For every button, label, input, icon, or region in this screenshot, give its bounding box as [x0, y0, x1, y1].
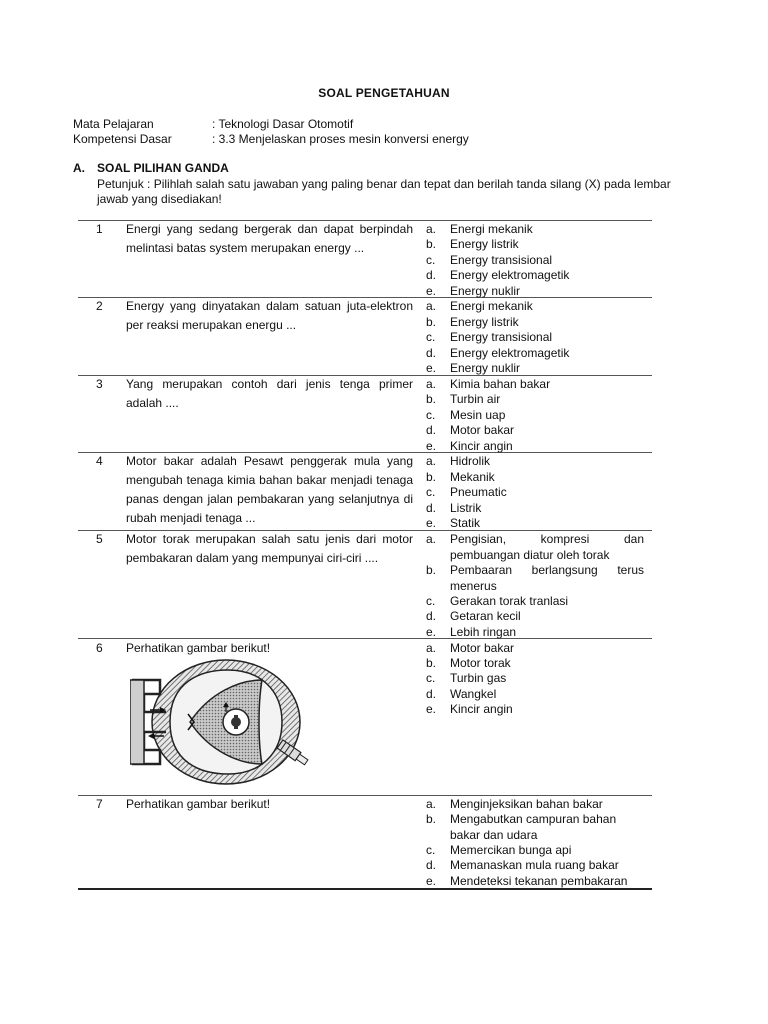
- page-title: SOAL PENGETAHUAN: [318, 86, 450, 100]
- option-letter: c.: [426, 408, 436, 422]
- question-number: 6: [96, 641, 103, 655]
- option-letter: c.: [426, 253, 436, 267]
- option-text: Kimia bahan bakar: [450, 377, 551, 391]
- question-number: 4: [96, 454, 103, 468]
- option-letter: b.: [426, 563, 437, 577]
- option-text: Energy elektromagetik: [450, 346, 570, 360]
- option-letter: e.: [426, 874, 437, 888]
- option-text: Energy nuklir: [450, 284, 521, 298]
- option-text: Energi mekanik: [450, 299, 533, 313]
- instruction-line-2: jawab yang disediakan!: [97, 192, 222, 206]
- option-letter: c.: [426, 594, 436, 608]
- question-text: Motor torak merupakan salah satu jenis dari motor pembakaran dalam yang mempunyai ciri-ciri ....: [126, 532, 413, 565]
- option-text: Mekanik: [450, 470, 495, 484]
- option-text-justified: Pembaaran berlangsung terus menerus: [450, 563, 644, 593]
- section-title: SOAL PILIHAN GANDA: [97, 161, 229, 175]
- option-letter: d.: [426, 423, 437, 437]
- option-letter: a.: [426, 532, 437, 546]
- subject-value: : Teknologi Dasar Otomotif: [212, 117, 354, 131]
- question-number: 2: [96, 299, 103, 313]
- option-letter: b.: [426, 392, 437, 406]
- question-text: Motor bakar adalah Pesawt penggerak mula yang mengubah tenaga kimia bahan bakar menjadi tenaga panas dengan jalan pembakaran yang selanjutnya di rubah menjadi tenaga ...: [126, 454, 413, 525]
- option-letter: a.: [426, 222, 437, 236]
- option-letter: a.: [426, 299, 437, 313]
- option-text: Hidrolik: [450, 454, 491, 468]
- option-text: [450, 563, 644, 594]
- option-text: Energi mekanik: [450, 222, 533, 236]
- option-text: Mengabutkan campuran bahan bakar dan udara: [450, 812, 617, 842]
- question-text: Energy yang dinyatakan dalam satuan juta-elektron per reaksi merupakan energu ...: [126, 299, 413, 332]
- option-letter: d.: [426, 268, 437, 282]
- option-letter: b.: [426, 315, 437, 329]
- option-text: Menginjeksikan bahan bakar: [450, 797, 603, 811]
- option-letter: e.: [426, 516, 437, 530]
- option-text: Energy listrik: [450, 315, 519, 329]
- instruction-line-1: Petunjuk : Pilihlah salah satu jawaban yang paling benar dan tepat dan berilah tanda silang (X) pada lembar: [97, 177, 671, 191]
- option-text: Statik: [450, 516, 481, 530]
- option-letter: d.: [426, 687, 437, 701]
- competency-value: : 3.3 Menjelaskan proses mesin konversi energy: [212, 132, 469, 146]
- option-text: Listrik: [450, 501, 482, 515]
- option-letter: e.: [426, 625, 437, 639]
- option-text: Energy nuklir: [450, 361, 521, 375]
- option-text: Gerakan torak tranlasi: [450, 594, 569, 608]
- option-letter: e.: [426, 361, 437, 375]
- question-text: Energi yang sedang bergerak dan dapat berpindah melintasi batas system merupakan energy ...: [126, 222, 413, 255]
- option-text: Energy elektromagetik: [450, 268, 570, 282]
- option-letter: e.: [426, 702, 437, 716]
- question-number: 5: [96, 532, 103, 546]
- option-text: Energy listrik: [450, 237, 519, 251]
- option-text: Kincir angin: [450, 702, 513, 716]
- option-letter: b.: [426, 237, 437, 251]
- question-number: 1: [96, 222, 103, 236]
- section-letter: A.: [73, 161, 85, 175]
- option-letter: b.: [426, 812, 437, 826]
- option-letter: d.: [426, 346, 437, 360]
- option-text: Turbin air: [450, 392, 501, 406]
- option-text: Mesin uap: [450, 408, 506, 422]
- option-letter: a.: [426, 797, 437, 811]
- option-letter: a.: [426, 641, 437, 655]
- question-number: 3: [96, 377, 103, 391]
- option-letter: c.: [426, 843, 436, 857]
- option-text: Wangkel: [450, 687, 497, 701]
- rotary-engine-diagram: [130, 652, 310, 792]
- option-letter: b.: [426, 470, 437, 484]
- option-text: Pneumatic: [450, 485, 507, 499]
- option-letter: e.: [426, 439, 437, 453]
- option-letter: b.: [426, 656, 437, 670]
- option-text: Energy transisional: [450, 330, 553, 344]
- option-letter: c.: [426, 671, 436, 685]
- option-letter: a.: [426, 454, 437, 468]
- option-text-justified: Pengisian, kompresi dan pembuangan diatur oleh torak: [450, 532, 644, 562]
- competency-label: Kompetensi Dasar: [73, 132, 172, 146]
- option-text: Kincir angin: [450, 439, 513, 453]
- option-text: Getaran kecil: [450, 609, 521, 623]
- option-letter: d.: [426, 501, 437, 515]
- question-number: 7: [96, 797, 103, 811]
- option-letter: c.: [426, 330, 436, 344]
- question-text: Perhatikan gambar berikut!: [126, 797, 271, 811]
- option-letter: a.: [426, 377, 437, 391]
- option-text: Memanaskan mula ruang bakar: [450, 858, 619, 872]
- subject-label: Mata Pelajaran: [73, 117, 154, 131]
- option-text: Motor torak: [450, 656, 511, 670]
- option-text: Memercikan bunga api: [450, 843, 572, 857]
- option-text: Lebih ringan: [450, 625, 517, 639]
- option-text: Mendeteksi tekanan pembakaran: [450, 874, 628, 888]
- option-letter: d.: [426, 609, 437, 623]
- option-text: [450, 532, 644, 563]
- option-text: Energy transisional: [450, 253, 553, 267]
- option-letter: e.: [426, 284, 437, 298]
- option-text: Motor bakar: [450, 423, 515, 437]
- question-text: Yang merupakan contoh dari jenis tenga primer adalah ....: [126, 377, 413, 410]
- option-letter: d.: [426, 858, 437, 872]
- option-text: Motor bakar: [450, 641, 515, 655]
- option-text: Turbin gas: [450, 671, 507, 685]
- question-text: Perhatikan gambar berikut!: [126, 641, 271, 655]
- option-letter: c.: [426, 485, 436, 499]
